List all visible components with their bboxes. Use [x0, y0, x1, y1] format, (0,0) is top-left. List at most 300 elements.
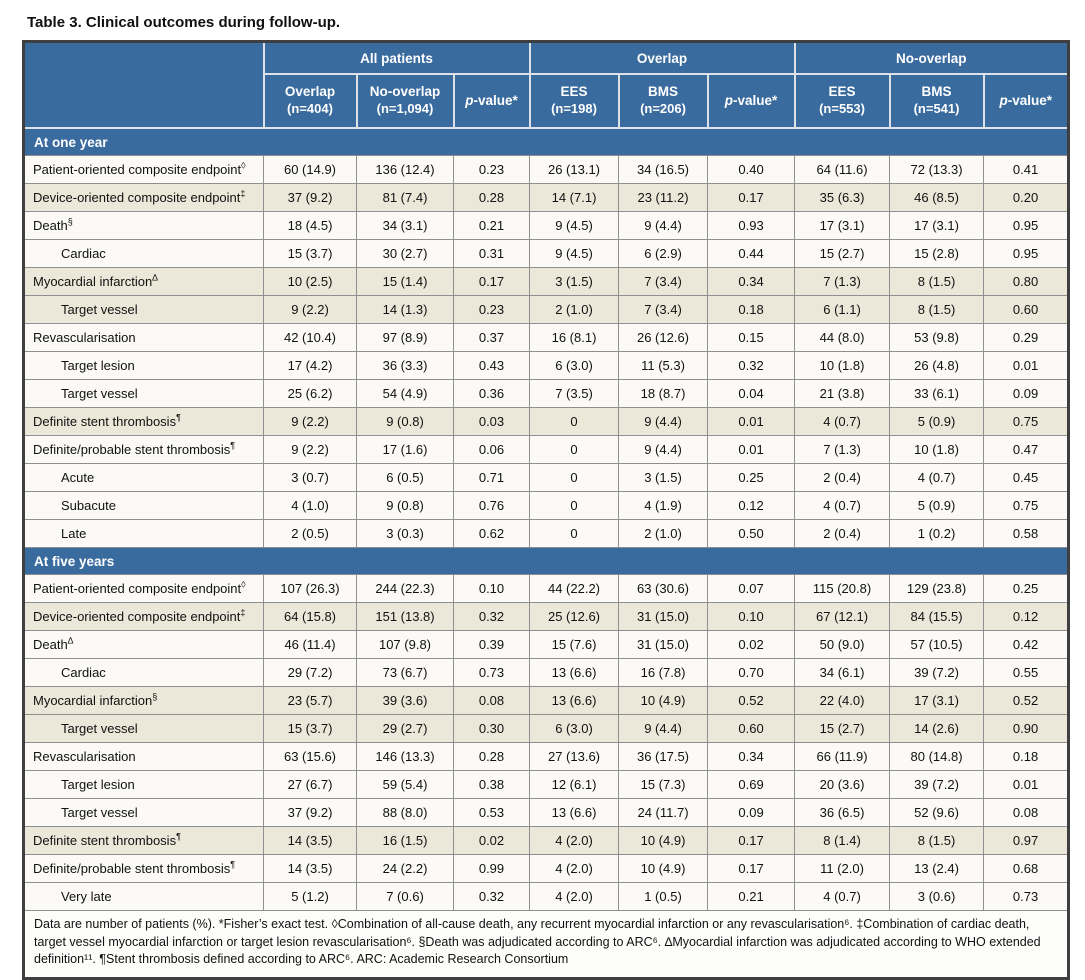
data-cell: 0.28	[454, 184, 530, 212]
column-header-ees-n553	[795, 74, 890, 128]
column-header-no-overlap-n1094	[357, 74, 454, 128]
data-cell: 0.34	[708, 268, 795, 296]
row-label-text: Target lesion	[61, 358, 135, 373]
data-cell: 0.62	[454, 520, 530, 548]
row-label-text: Target vessel	[61, 302, 138, 317]
data-cell: 4 (0.7)	[795, 883, 890, 911]
table-row	[24, 855, 1069, 883]
p-rest: -value*	[1007, 92, 1053, 108]
data-cell: 15 (7.3)	[619, 771, 708, 799]
data-cell: 23 (5.7)	[264, 687, 357, 715]
row-label-symbol: ∆	[152, 272, 158, 283]
data-cell: 9 (0.8)	[357, 492, 454, 520]
row-label	[24, 855, 264, 883]
table-row	[24, 184, 1069, 212]
data-cell: 107 (26.3)	[264, 575, 357, 603]
data-cell: 35 (6.3)	[795, 184, 890, 212]
row-label-text: Target vessel	[61, 721, 138, 736]
data-cell: 0.38	[454, 771, 530, 799]
data-cell: 4 (2.0)	[530, 855, 619, 883]
data-cell: 0.17	[708, 827, 795, 855]
data-cell: 44 (8.0)	[795, 324, 890, 352]
data-cell: 6 (1.1)	[795, 296, 890, 324]
data-cell: 0.08	[984, 799, 1069, 827]
data-cell: 0.60	[984, 296, 1069, 324]
data-cell: 0.07	[708, 575, 795, 603]
data-cell: 25 (6.2)	[264, 380, 357, 408]
data-cell: 9 (4.4)	[619, 408, 708, 436]
data-cell: 0.18	[984, 743, 1069, 771]
data-cell: 8 (1.5)	[890, 296, 984, 324]
table-row	[24, 603, 1069, 631]
data-cell: 17 (3.1)	[795, 212, 890, 240]
data-cell: 15 (3.7)	[264, 715, 357, 743]
data-cell: 0.09	[708, 799, 795, 827]
data-cell: 73 (6.7)	[357, 659, 454, 687]
data-cell: 9 (4.4)	[619, 212, 708, 240]
group-header-no-overlap: No-overlap	[795, 42, 1069, 75]
data-cell: 3 (0.7)	[264, 464, 357, 492]
data-cell: 36 (17.5)	[619, 743, 708, 771]
row-label	[24, 380, 264, 408]
data-cell: 37 (9.2)	[264, 799, 357, 827]
data-cell: 11 (5.3)	[619, 352, 708, 380]
data-cell: 146 (13.3)	[357, 743, 454, 771]
data-cell: 15 (2.7)	[795, 240, 890, 268]
table-row	[24, 268, 1069, 296]
clinical-outcomes-table	[22, 40, 1070, 980]
row-label	[24, 715, 264, 743]
table-row	[24, 659, 1069, 687]
column-header-overlap-n404	[264, 74, 357, 128]
data-cell: 0.34	[708, 743, 795, 771]
data-cell: 0	[530, 520, 619, 548]
data-cell: 0.10	[708, 603, 795, 631]
data-cell: 4 (1.0)	[264, 492, 357, 520]
column-header-p-value-overlap	[708, 74, 795, 128]
data-cell: 0.90	[984, 715, 1069, 743]
data-cell: 0.40	[708, 156, 795, 184]
data-cell: 0	[530, 408, 619, 436]
row-label-text: Revascularisation	[33, 749, 136, 764]
data-cell: 57 (10.5)	[890, 631, 984, 659]
data-cell: 12 (6.1)	[530, 771, 619, 799]
data-cell: 0.32	[454, 603, 530, 631]
data-cell: 27 (13.6)	[530, 743, 619, 771]
data-cell: 9 (4.4)	[619, 436, 708, 464]
column-n: (n=206)	[640, 101, 686, 117]
data-cell: 0.30	[454, 715, 530, 743]
data-cell: 54 (4.9)	[357, 380, 454, 408]
data-cell: 0.32	[708, 352, 795, 380]
data-cell: 0.43	[454, 352, 530, 380]
row-label-text: Target vessel	[61, 386, 138, 401]
data-cell: 64 (11.6)	[795, 156, 890, 184]
data-cell: 0.18	[708, 296, 795, 324]
data-cell: 17 (3.1)	[890, 687, 984, 715]
data-cell: 10 (1.8)	[795, 352, 890, 380]
data-cell: 244 (22.3)	[357, 575, 454, 603]
data-cell: 0.17	[708, 855, 795, 883]
data-cell: 1 (0.5)	[619, 883, 708, 911]
table-row	[24, 212, 1069, 240]
data-cell: 136 (12.4)	[357, 156, 454, 184]
data-cell: 0.99	[454, 855, 530, 883]
row-label	[24, 771, 264, 799]
row-label-text: Death	[33, 218, 68, 233]
data-cell: 9 (2.2)	[264, 436, 357, 464]
data-cell: 36 (6.5)	[795, 799, 890, 827]
data-cell: 0.68	[984, 855, 1069, 883]
data-cell: 21 (3.8)	[795, 380, 890, 408]
data-cell: 0.01	[984, 352, 1069, 380]
column-n: (n=198)	[551, 101, 597, 117]
data-cell: 2 (1.0)	[619, 520, 708, 548]
data-cell: 0.01	[708, 436, 795, 464]
table-row	[24, 883, 1069, 911]
row-label-text: Cardiac	[61, 665, 106, 680]
data-cell: 151 (13.8)	[357, 603, 454, 631]
row-label-text: Target lesion	[61, 777, 135, 792]
data-cell: 14 (3.5)	[264, 827, 357, 855]
data-cell: 4 (0.7)	[795, 408, 890, 436]
data-cell: 50 (9.0)	[795, 631, 890, 659]
data-cell: 0.01	[708, 408, 795, 436]
data-cell: 72 (13.3)	[890, 156, 984, 184]
table-row	[24, 240, 1069, 268]
data-cell: 29 (7.2)	[264, 659, 357, 687]
table-footer	[24, 911, 1069, 979]
data-cell: 0.09	[984, 380, 1069, 408]
data-cell: 52 (9.6)	[890, 799, 984, 827]
data-cell: 30 (2.7)	[357, 240, 454, 268]
section-band-row	[24, 128, 1069, 156]
data-cell: 10 (4.9)	[619, 855, 708, 883]
data-cell: 24 (2.2)	[357, 855, 454, 883]
row-label	[24, 687, 264, 715]
data-cell: 3 (0.3)	[357, 520, 454, 548]
data-cell: 23 (11.2)	[619, 184, 708, 212]
column-name: Overlap	[284, 84, 336, 100]
data-cell: 7 (0.6)	[357, 883, 454, 911]
column-header-ees-n198	[530, 74, 619, 128]
table-row	[24, 352, 1069, 380]
group-header-overlap: Overlap	[530, 42, 795, 75]
outcomes-table-body	[24, 128, 1069, 911]
p-italic: p	[999, 92, 1008, 108]
data-cell: 22 (4.0)	[795, 687, 890, 715]
data-cell: 0.08	[454, 687, 530, 715]
data-cell: 0.12	[984, 603, 1069, 631]
column-header-bms-n541	[890, 74, 984, 128]
data-cell: 0.28	[454, 743, 530, 771]
data-cell: 0.53	[454, 799, 530, 827]
section-header: At one year	[24, 128, 1069, 156]
data-cell: 9 (4.5)	[530, 240, 619, 268]
row-label-text: Definite/probable stent thrombosis	[33, 442, 231, 457]
data-cell: 0.52	[708, 687, 795, 715]
data-cell: 46 (8.5)	[890, 184, 984, 212]
row-label-symbol: ¶	[176, 831, 181, 842]
group-header-all-patients: All patients	[264, 42, 530, 75]
data-cell: 6 (0.5)	[357, 464, 454, 492]
data-cell: 0.12	[708, 492, 795, 520]
data-cell: 10 (2.5)	[264, 268, 357, 296]
table-row	[24, 324, 1069, 352]
column-name: BMS	[921, 84, 952, 100]
data-cell: 14 (3.5)	[264, 855, 357, 883]
data-cell: 0.60	[708, 715, 795, 743]
column-n: (n=553)	[819, 101, 865, 117]
data-cell: 0.58	[984, 520, 1069, 548]
row-label	[24, 240, 264, 268]
data-cell: 13 (6.6)	[530, 799, 619, 827]
row-label-text: Definite stent thrombosis	[33, 414, 177, 429]
row-label	[24, 436, 264, 464]
row-label	[24, 799, 264, 827]
row-label	[24, 156, 264, 184]
data-cell: 0.75	[984, 408, 1069, 436]
data-cell: 5 (0.9)	[890, 492, 984, 520]
row-label-text: Device-oriented composite endpoint	[33, 190, 241, 205]
column-n: (n=541)	[913, 101, 960, 117]
row-label	[24, 659, 264, 687]
row-label-symbol: §	[67, 216, 73, 227]
data-cell: 0.25	[984, 575, 1069, 603]
data-cell: 24 (11.7)	[619, 799, 708, 827]
data-cell: 16 (8.1)	[530, 324, 619, 352]
data-cell: 15 (1.4)	[357, 268, 454, 296]
data-cell: 0	[530, 464, 619, 492]
data-cell: 26 (4.8)	[890, 352, 984, 380]
data-cell: 0.95	[984, 212, 1069, 240]
data-cell: 3 (0.6)	[890, 883, 984, 911]
column-header-bms-n206	[619, 74, 708, 128]
row-label	[24, 268, 264, 296]
row-label-text: Death	[33, 637, 68, 652]
column-name: EES	[560, 84, 588, 100]
data-cell: 0.20	[984, 184, 1069, 212]
data-cell: 15 (3.7)	[264, 240, 357, 268]
data-cell: 5 (1.2)	[264, 883, 357, 911]
data-cell: 66 (11.9)	[795, 743, 890, 771]
footnote-row	[24, 911, 1069, 979]
data-cell: 31 (15.0)	[619, 631, 708, 659]
data-cell: 0.10	[454, 575, 530, 603]
column-n: (n=404)	[287, 101, 333, 117]
row-label-text: Subacute	[61, 498, 116, 513]
data-cell: 9 (4.5)	[530, 212, 619, 240]
data-cell: 0.52	[984, 687, 1069, 715]
data-cell: 39 (7.2)	[890, 659, 984, 687]
row-label	[24, 184, 264, 212]
footnote-text: Data are number of patients (%). *Fisher’s exact test. ◊Combination of all-cause death, any recurrent myocardial infarction or any revascularisation⁶. ‡Combination of cardiac death, target vessel myocardial infarction or target lesion revascularisation⁶. §Death was adjudicated according to ARC⁶. ∆Myocardial infarction was adjudicated according to WHO extended definition¹¹. ¶Stent thrombosis defined according to ARC⁶. ARC: Academic Research Consortium	[24, 911, 1069, 979]
section-header: At five years	[24, 548, 1069, 575]
table-row	[24, 799, 1069, 827]
table-row	[24, 380, 1069, 408]
data-cell: 0.75	[984, 492, 1069, 520]
data-cell: 15 (2.8)	[890, 240, 984, 268]
row-label	[24, 492, 264, 520]
data-cell: 17 (4.2)	[264, 352, 357, 380]
data-cell: 64 (15.8)	[264, 603, 357, 631]
data-cell: 33 (6.1)	[890, 380, 984, 408]
data-cell: 0.17	[708, 184, 795, 212]
data-cell: 0.80	[984, 268, 1069, 296]
column-n: (n=1,094)	[376, 101, 434, 117]
data-cell: 4 (0.7)	[890, 464, 984, 492]
data-cell: 97 (8.9)	[357, 324, 454, 352]
data-cell: 15 (7.6)	[530, 631, 619, 659]
data-cell: 10 (4.9)	[619, 687, 708, 715]
data-cell: 0.25	[708, 464, 795, 492]
data-cell: 16 (7.8)	[619, 659, 708, 687]
row-label	[24, 603, 264, 631]
table-row	[24, 687, 1069, 715]
data-cell: 17 (3.1)	[890, 212, 984, 240]
data-cell: 0.15	[708, 324, 795, 352]
table-row	[24, 520, 1069, 548]
row-label	[24, 324, 264, 352]
data-cell: 0.02	[454, 827, 530, 855]
table-row	[24, 464, 1069, 492]
data-cell: 0.73	[454, 659, 530, 687]
data-cell: 7 (1.3)	[795, 268, 890, 296]
table-row	[24, 743, 1069, 771]
data-cell: 6 (3.0)	[530, 715, 619, 743]
data-cell: 115 (20.8)	[795, 575, 890, 603]
data-cell: 0	[530, 436, 619, 464]
table-row	[24, 575, 1069, 603]
data-cell: 53 (9.8)	[890, 324, 984, 352]
data-cell: 63 (30.6)	[619, 575, 708, 603]
row-label-symbol: ‡	[240, 188, 246, 199]
data-cell: 7 (3.4)	[619, 268, 708, 296]
data-cell: 80 (14.8)	[890, 743, 984, 771]
column-header-p-value-no-overlap	[984, 74, 1069, 128]
data-cell: 18 (4.5)	[264, 212, 357, 240]
data-cell: 14 (7.1)	[530, 184, 619, 212]
data-cell: 0.32	[454, 883, 530, 911]
data-cell: 26 (13.1)	[530, 156, 619, 184]
data-cell: 25 (12.6)	[530, 603, 619, 631]
corner-cell	[24, 42, 264, 129]
data-cell: 0.47	[984, 436, 1069, 464]
data-cell: 4 (0.7)	[795, 492, 890, 520]
table-header	[24, 42, 1069, 129]
row-label-symbol: ¶	[176, 412, 181, 423]
data-cell: 0.69	[708, 771, 795, 799]
data-cell: 2 (0.4)	[795, 464, 890, 492]
data-cell: 0.73	[984, 883, 1069, 911]
data-cell: 0.93	[708, 212, 795, 240]
data-cell: 34 (16.5)	[619, 156, 708, 184]
data-cell: 2 (0.5)	[264, 520, 357, 548]
row-label-symbol: ◊	[241, 160, 246, 171]
data-cell: 107 (9.8)	[357, 631, 454, 659]
table-row	[24, 296, 1069, 324]
row-label-text: Very late	[61, 889, 112, 904]
data-cell: 11 (2.0)	[795, 855, 890, 883]
data-cell: 42 (10.4)	[264, 324, 357, 352]
data-cell: 18 (8.7)	[619, 380, 708, 408]
data-cell: 81 (7.4)	[357, 184, 454, 212]
data-cell: 4 (1.9)	[619, 492, 708, 520]
table-row	[24, 771, 1069, 799]
row-label-text: Myocardial infarction	[33, 693, 153, 708]
data-cell: 0.95	[984, 240, 1069, 268]
data-cell: 0.04	[708, 380, 795, 408]
data-cell: 26 (12.6)	[619, 324, 708, 352]
row-label	[24, 743, 264, 771]
table-row	[24, 631, 1069, 659]
row-label	[24, 296, 264, 324]
row-label-text: Definite stent thrombosis	[33, 833, 177, 848]
data-cell: 2 (0.4)	[795, 520, 890, 548]
data-cell: 10 (4.9)	[619, 827, 708, 855]
data-cell: 7 (1.3)	[795, 436, 890, 464]
data-cell: 34 (3.1)	[357, 212, 454, 240]
data-cell: 0.29	[984, 324, 1069, 352]
p-italic: p	[724, 92, 734, 108]
data-cell: 0.44	[708, 240, 795, 268]
data-cell: 3 (1.5)	[619, 464, 708, 492]
table-row	[24, 408, 1069, 436]
data-cell: 0.50	[708, 520, 795, 548]
data-cell: 8 (1.4)	[795, 827, 890, 855]
data-cell: 2 (1.0)	[530, 296, 619, 324]
data-cell: 16 (1.5)	[357, 827, 454, 855]
data-cell: 1 (0.2)	[890, 520, 984, 548]
data-cell: 34 (6.1)	[795, 659, 890, 687]
row-label-text: Myocardial infarction	[33, 274, 153, 289]
row-label-text: Late	[61, 526, 87, 541]
data-cell: 0.42	[984, 631, 1069, 659]
data-cell: 29 (2.7)	[357, 715, 454, 743]
data-cell: 3 (1.5)	[530, 268, 619, 296]
data-cell: 44 (22.2)	[530, 575, 619, 603]
row-label	[24, 827, 264, 855]
data-cell: 0.23	[454, 296, 530, 324]
table-row	[24, 156, 1069, 184]
row-label	[24, 883, 264, 911]
row-label-text: Patient-oriented composite endpoint	[33, 162, 242, 177]
data-cell: 46 (11.4)	[264, 631, 357, 659]
data-cell: 60 (14.9)	[264, 156, 357, 184]
data-cell: 14 (2.6)	[890, 715, 984, 743]
row-label-symbol: ¶	[230, 859, 236, 870]
data-cell: 14 (1.3)	[357, 296, 454, 324]
row-label	[24, 408, 264, 436]
table-row	[24, 827, 1069, 855]
row-label-text: Revascularisation	[33, 330, 136, 345]
data-cell: 8 (1.5)	[890, 268, 984, 296]
data-cell: 0.55	[984, 659, 1069, 687]
data-cell: 9 (4.4)	[619, 715, 708, 743]
row-label-text: Cardiac	[61, 246, 106, 261]
p-rest: -value*	[733, 92, 778, 108]
data-cell: 13 (6.6)	[530, 687, 619, 715]
data-cell: 0.02	[708, 631, 795, 659]
data-cell: 0.01	[984, 771, 1069, 799]
data-cell: 88 (8.0)	[357, 799, 454, 827]
column-name: EES	[828, 84, 856, 100]
data-cell: 39 (7.2)	[890, 771, 984, 799]
data-cell: 0.06	[454, 436, 530, 464]
data-cell: 0	[530, 492, 619, 520]
data-cell: 0.39	[454, 631, 530, 659]
table-title: Table 3. Clinical outcomes during follow-up.	[27, 14, 341, 31]
